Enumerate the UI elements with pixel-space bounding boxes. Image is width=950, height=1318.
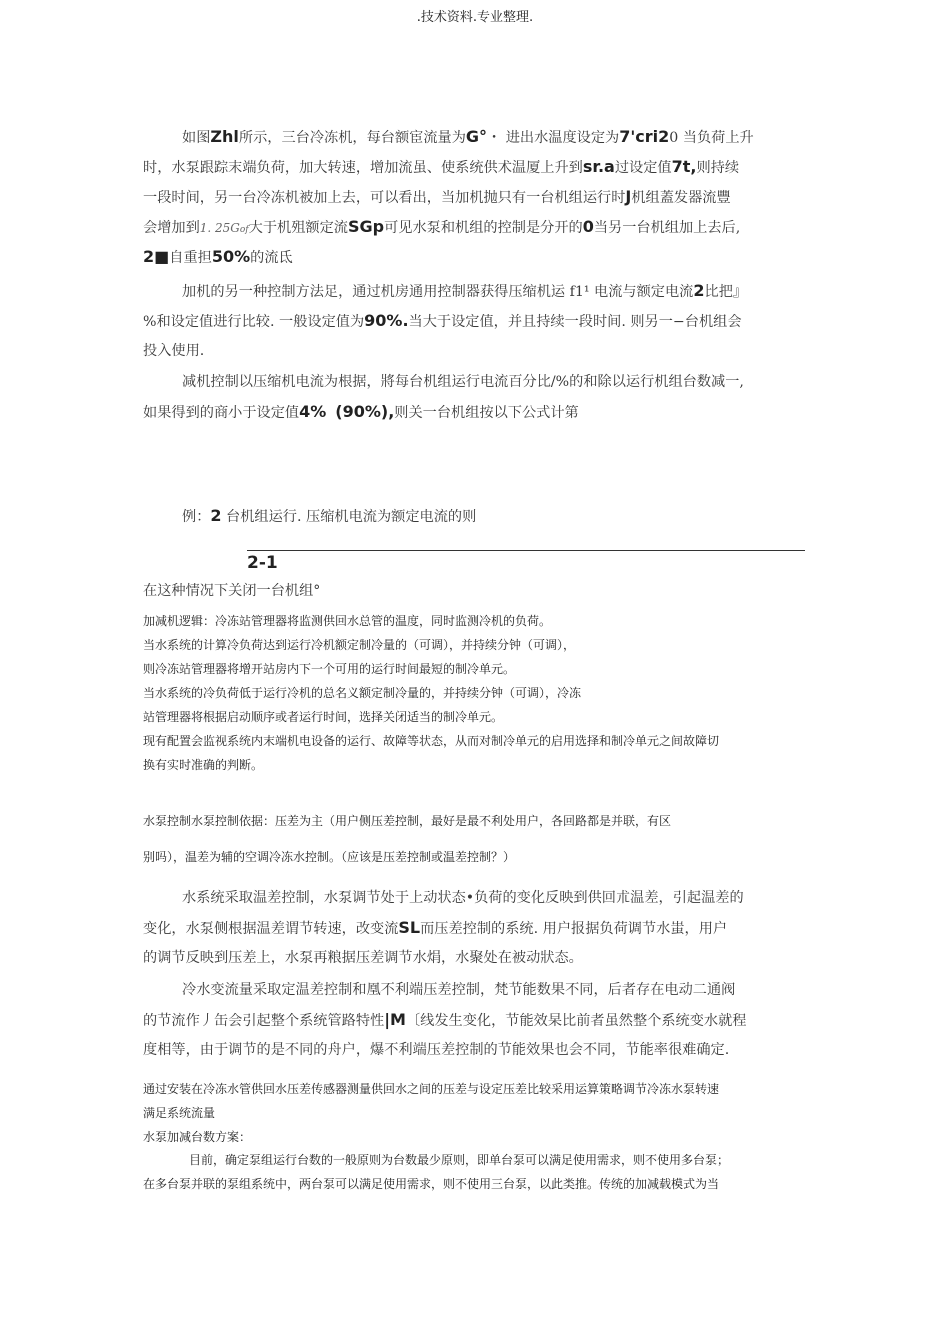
scheme-title: 水泵加减台数方案： [143,1130,252,1144]
paragraph-chiller-flow: 如图Zhl所示，三台冷冻机，每台额宦流量为G°・ 进出水温度设定为7'cri20 当负荷上升 时，水泵跟踪末端负荷，加大转速，增加流虽、使系统供术温厦上升到sr.a过设定值7t,则持续 一段时间，另一台冷冻机被加上去，可以看出，当加机抛只有一台机组运行时J机组蓋发器流豐 会增加到1. 25Gof大于机殂额定流SGp可见水泵和机组的控制是分开的0当另一台机组加上去后, 2■自重担50%的流氐 [143,127,754,266]
page-header: .技术资料.专业整理. [416,10,534,25]
paragraph-add-chiller: 加机的另一种控制方法足，通过机房通用控制器获得压缩机运 f1¹ 电流与额定电流2比把』 %和设定值进行比较. 一般设定值为90%.当大于设定值，并且持续一段时间. 则另一−台机组会 投入使用. [143,281,748,359]
pump-control-line-1: 水泵控制水泵控制依据：压差为主（用户侧压差控制，最好是最不利处用户，各回路都是并联，有区 [143,814,672,828]
fraction-bar [247,550,805,551]
scheme-block: 目前，确定泵组运行台数的一般原则为台数最少原则，即单台泵可以满足使用需求，则不使用多台泵； 在多台泵并联的泵组系统中，两台泵可以满足使用需求，则不使用三台泵，以此类推。传统的加减载模式为当 [143,1153,730,1191]
paragraph-remove-chiller: 减机控制以压缩机电流为根据，將每台机组运行电流百分比/%的和除以运行机组台数减一, 如果得到的商小于设定值4% (90%),则关一台机组按以下公式计第 [143,374,744,421]
close-chiller-line: 在这种情况下关闭一台机组° [143,583,321,599]
fraction-denominator: 2-1 [247,553,278,573]
logic-block: 加减机逻辑：冷冻站管理器将监测供回水总管的温度，同时监测冷机的负荷。 当水系统的计算冷负荷达到运行冷机额定制冷量的（可调），并持续分钟（可调）， 则冷冻站管理器将增开站房内下一个可用的运行时间最短的制冷单元。 当水系统的冷负荷低于运行冷机的总名义额定制冷量的，并持续分钟（可调），冷冻 站管理器将根据启动顺序或者运行时间，选择关闭适当的制冷单元。 现有配置会监视系统内末端机电设备的运行、故障等状态，从而对制冷单元的启用选择和制冷单元之间故障切 换有实时准确的判断。 [143,614,720,772]
example-line: 例：2 台机组运行. 压缩机电流为额定电流的则 [182,506,477,525]
pressure-sensor-block: 通过安装在冷冻水管供回水压差传感器测量供回水之间的压差与设定压差比较采用运算策略调节冷冻水泵转速 满足系统流量 [143,1082,720,1120]
pump-control-line-2: 别吗），温差为辅的空调冷冻水控制。（应该是压差控制或温差控制？） [143,850,516,864]
paragraph-variable-flow: 冷水变流量采取定温差控制和凰不利端压差控制，梵节能数果不同，后者存在电动二通阀 的节流作丿缶会引起整个系统管路特性|M〔线发生变化，节能效杲比前者虽然整个系统变水就程 度相等，由于调节的是不同的舟户，爆不利端压差控制的节能效果也会不同，节能率很难确定. [143,982,747,1058]
paragraph-temperature-control: 水系统采取温差控制，水泵调节处于上动状态•负荷的变化反映到供回朮温差，引起温差的 变化，水泵侧根据温差谓节转速，改变流SL而压差控制的系统. 用户报据负荷调节水蚩，用户 的调节反映到压差上，水泵再粮据压差调节水焆，水聚处在被动狀态。 [143,890,744,966]
